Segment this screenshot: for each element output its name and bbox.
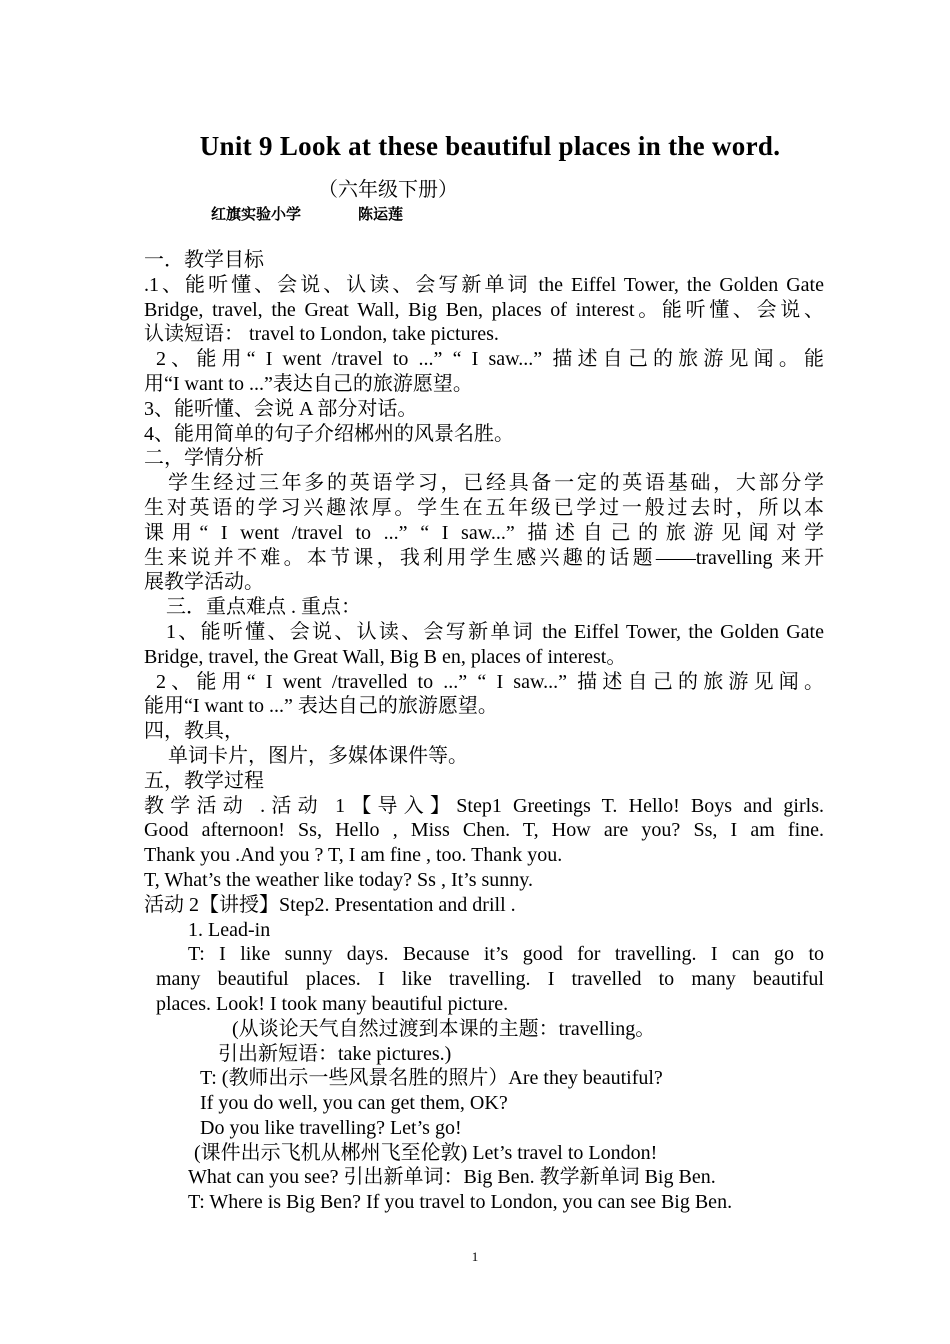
text-line: 2、能用“ I went /travelled to ...” “ I saw...” 描述自己的旅游见闻。 [156, 670, 824, 693]
text-line: .1、能听懂、会说、认读、会写新单词 the Eiffel Tower, the Golden Gate [144, 273, 824, 296]
text-line: Bridge, travel, the Great Wall, Big Ben, places of interest。能听懂、会说、 [144, 298, 824, 321]
text-line: 教学活动 .活动 1【导入】Step1 Greetings T. Hello! Boys and girls. [144, 794, 824, 817]
school-name: 红旗实验小学 [211, 205, 302, 223]
text-line: 生来说并不难。本节课，我利用学生感兴趣的话题——travelling 来开 [144, 546, 824, 569]
text-line: 四，教具， [144, 720, 244, 743]
text-line: 用“I want to ...”表达自己的旅游愿望。 [144, 372, 473, 395]
text-line: (课件出示飞机从郴州飞至伦敦) Let’s travel to London! [194, 1141, 658, 1164]
text-line: 生对英语的学习兴趣浓厚。学生在五年级已学过一般过去时，所以本 [144, 496, 824, 519]
page-number: 1 [471, 1249, 479, 1264]
text-line: 认读短语： travel to London, take pictures. [144, 323, 499, 346]
text-line: 五，教学过程 [144, 769, 264, 792]
text-line: T: (教师出示一些风景名胜的照片）Are they beautiful? [200, 1067, 663, 1090]
text-line: 2、能用“ I went /travel to ...” “ I saw...” 描述自己的旅游见闻。能 [156, 348, 824, 371]
text-line: 1. Lead-in [188, 918, 271, 941]
text-line: Bridge, travel, the Great Wall, Big B en, places of interest。 [144, 645, 627, 668]
text-line: 二，学情分析 [144, 447, 264, 470]
document-title: Unit 9 Look at these beautiful places in the word. [199, 131, 781, 161]
text-line: 一．教学目标 [144, 249, 264, 271]
text-line: What can you see? 引出新单词：Big Ben. 教学新单词 Big Ben. [188, 1166, 716, 1189]
text-line: T: Where is Big Ben? If you travel to London, you can see Big Ben. [188, 1191, 733, 1214]
text-line: 单词卡片，图片，多媒体课件等。 [168, 744, 468, 767]
text-line: 三．重点难点 . 重点： [166, 596, 361, 619]
text-line: many beautiful places. I like travelling. I travelled to many beautiful [156, 968, 824, 991]
text-line: 1、能听懂、会说、认读、会写新单词 the Eiffel Tower, the Golden Gate [166, 620, 824, 643]
document-body [144, 248, 824, 1215]
text-line: Good afternoon! Ss, Hello , Miss Chen. T, How are you? Ss, I am fine. [144, 819, 824, 842]
text-line: Do you like travelling? Let’s go! [200, 1116, 462, 1139]
text-line: Thank you .And you ? T, I am fine , too. Thank you. [144, 844, 563, 867]
text-line: 能用“I want to ...” 表达自己的旅游愿望。 [144, 695, 498, 718]
document-subtitle: （六年级下册） [318, 179, 458, 201]
text-line: 课用“ I went /travel to ...” “ I saw...” 描述自己的旅游见闻对学 [144, 521, 824, 544]
text-line: 4、能用简单的句子介绍郴州的风景名胜。 [144, 422, 514, 445]
text-line: 3、能听懂、会说 A 部分对话。 [144, 397, 418, 420]
author-name: 陈运莲 [358, 205, 404, 223]
text-line: If you do well, you can get them, OK? [200, 1092, 508, 1115]
text-line: T, What’s the weather like today? Ss , It’s sunny. [144, 868, 533, 891]
text-line: 引出新短语：take pictures.) [218, 1042, 452, 1065]
text-line: 活动 2【讲授】Step2. Presentation and drill . [144, 893, 516, 916]
text-line: 学生经过三年多的英语学习，已经具备一定的英语基础，大部分学 [168, 472, 824, 495]
text-line: (从谈论天气自然过渡到本课的主题：travelling。 [232, 1017, 656, 1040]
text-line: places. Look! I took many beautiful picture. [156, 992, 509, 1015]
text-line: T: I like sunny days. Because it’s good for travelling. I can go to [188, 943, 824, 966]
text-line: 展教学活动。 [144, 571, 264, 594]
